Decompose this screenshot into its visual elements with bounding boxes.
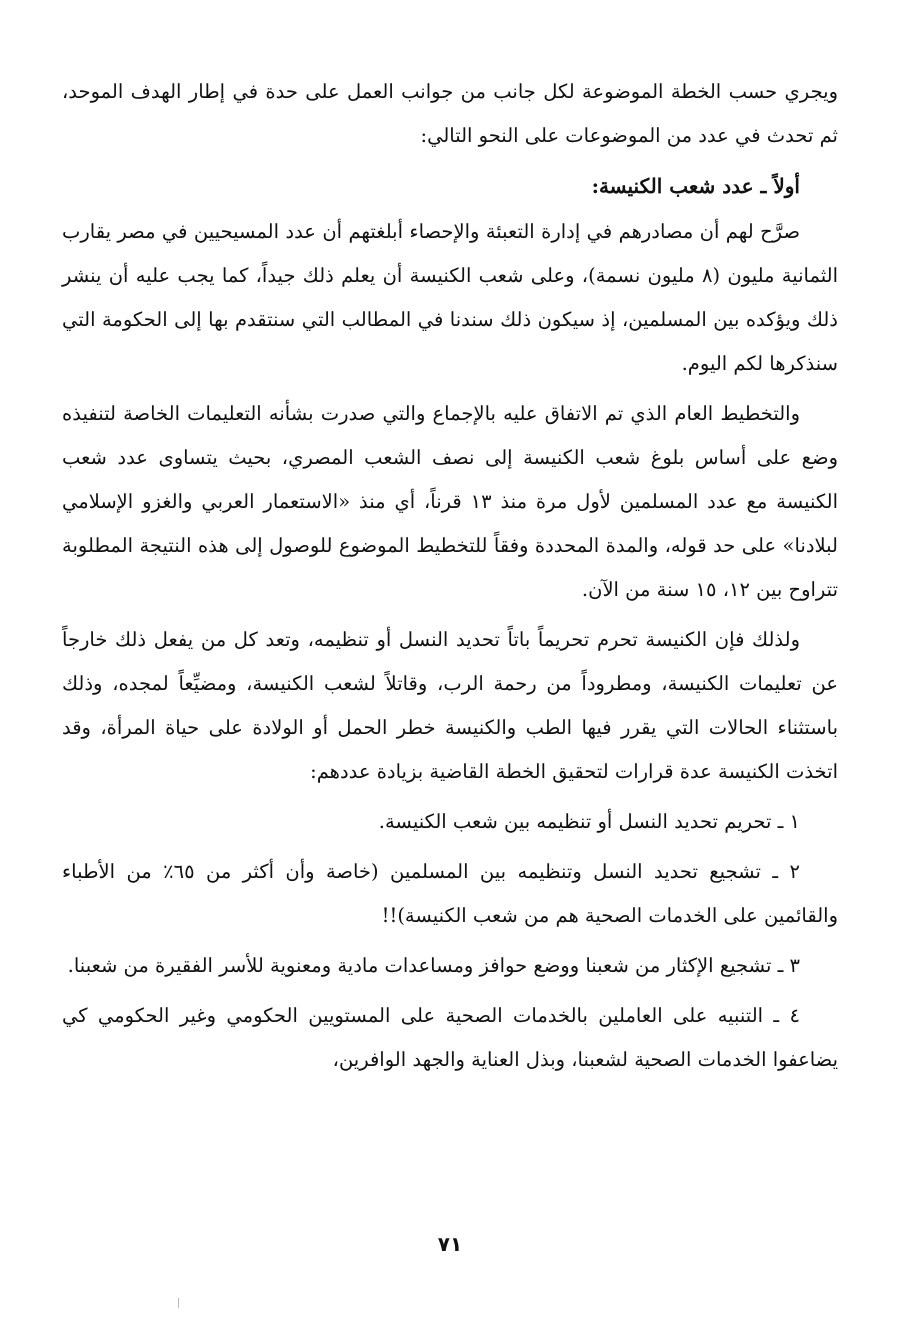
paragraph-church-decisions: ولذلك فإن الكنيسة تحرم تحريماً باتاً تحديد النسل أو تنظيمه، وتعد كل من يفعل ذلك خارجاً عن تعليمات الكنيسة، ومطروداً من رحمة الرب، وقاتلاً لشعب الكنيسة، ومضيِّعاً لمجده، وذلك باستثناء الحالات التي يقرر فيها الطب والكنيسة خطر الحمل أو الولادة على حياة المرأة، وقد اتخذت الكنيسة عدة قرارات لتحقيق الخطة القاضية بزيادة عددهم: (62, 628, 838, 783)
intro-paragraph: ويجري حسب الخطة الموضوعة لكل جانب من جوانب العمل على حدة في إطار الهدف الموحد، ثم تحدث في عدد من الموضوعات على النحو التالي: (62, 80, 838, 147)
list-item: ٣ ـ تشجيع الإكثار من شعبنا ووضع حوافز ومساعدات مادية ومعنوية للأسر الفقيرة من شعبنا. (67, 954, 800, 977)
list-item: ٢ ـ تشجيع تحديد النسل وتنظيمه بين المسلمين (خاصة وأن أكثر من ٦٥٪ من الأطباء والقائمين على الخدمات الصحية هم من شعب الكنيسة)!! (62, 860, 838, 927)
list-item: ١ ـ تحريم تحديد النسل أو تنظيمه بين شعب الكنيسة. (378, 810, 800, 833)
section-heading: أولاً ـ عدد شعب الكنيسة: (591, 174, 800, 198)
page-number: ٧١ (437, 1232, 463, 1256)
page-body (62, 70, 838, 1088)
list-item: ٤ ـ التنبيه على العاملين بالخدمات الصحية على المستويين الحكومي وغير الحكومي كي يضاعفوا الخدمات الصحية لشعبنا، وبذل العناية والجهد الوافرين، (62, 1004, 838, 1071)
paragraph-general-plan: والتخطيط العام الذي تم الاتفاق عليه بالإجماع والتي صدرت بشأنه التعليمات الخاصة لتنفيذه وضع على أساس بلوغ شعب الكنيسة إلى نصف الشعب المصري، بحيث يتساوى عدد شعب الكنيسة مع عدد المسلمين لأول مرة منذ ١٣ قرناً، أي منذ «الاستعمار العربي والغزو الإسلامي لبلادنا» على حد قوله، والمدة المحددة وفقاً للتخطيط الموضوع للوصول إلى هذه النتيجة المطلوبة تتراوح بين ١٢، ١٥ سنة من الآن. (62, 402, 838, 601)
scan-mark (178, 1298, 179, 1308)
paragraph-population: صرَّح لهم أن مصادرهم في إدارة التعبئة والإحصاء أبلغتهم أن عدد المسيحيين في مصر يقارب الثمانية مليون (٨ مليون نسمة)، وعلى شعب الكنيسة أن يعلم ذلك جيداً، كما يجب عليه أن ينشر ذلك ويؤكده بين المسلمين، إذ سيكون ذلك سندنا في المطالب التي سنتقدم بها إلى الحكومة التي سنذكرها لكم اليوم. (62, 220, 838, 375)
